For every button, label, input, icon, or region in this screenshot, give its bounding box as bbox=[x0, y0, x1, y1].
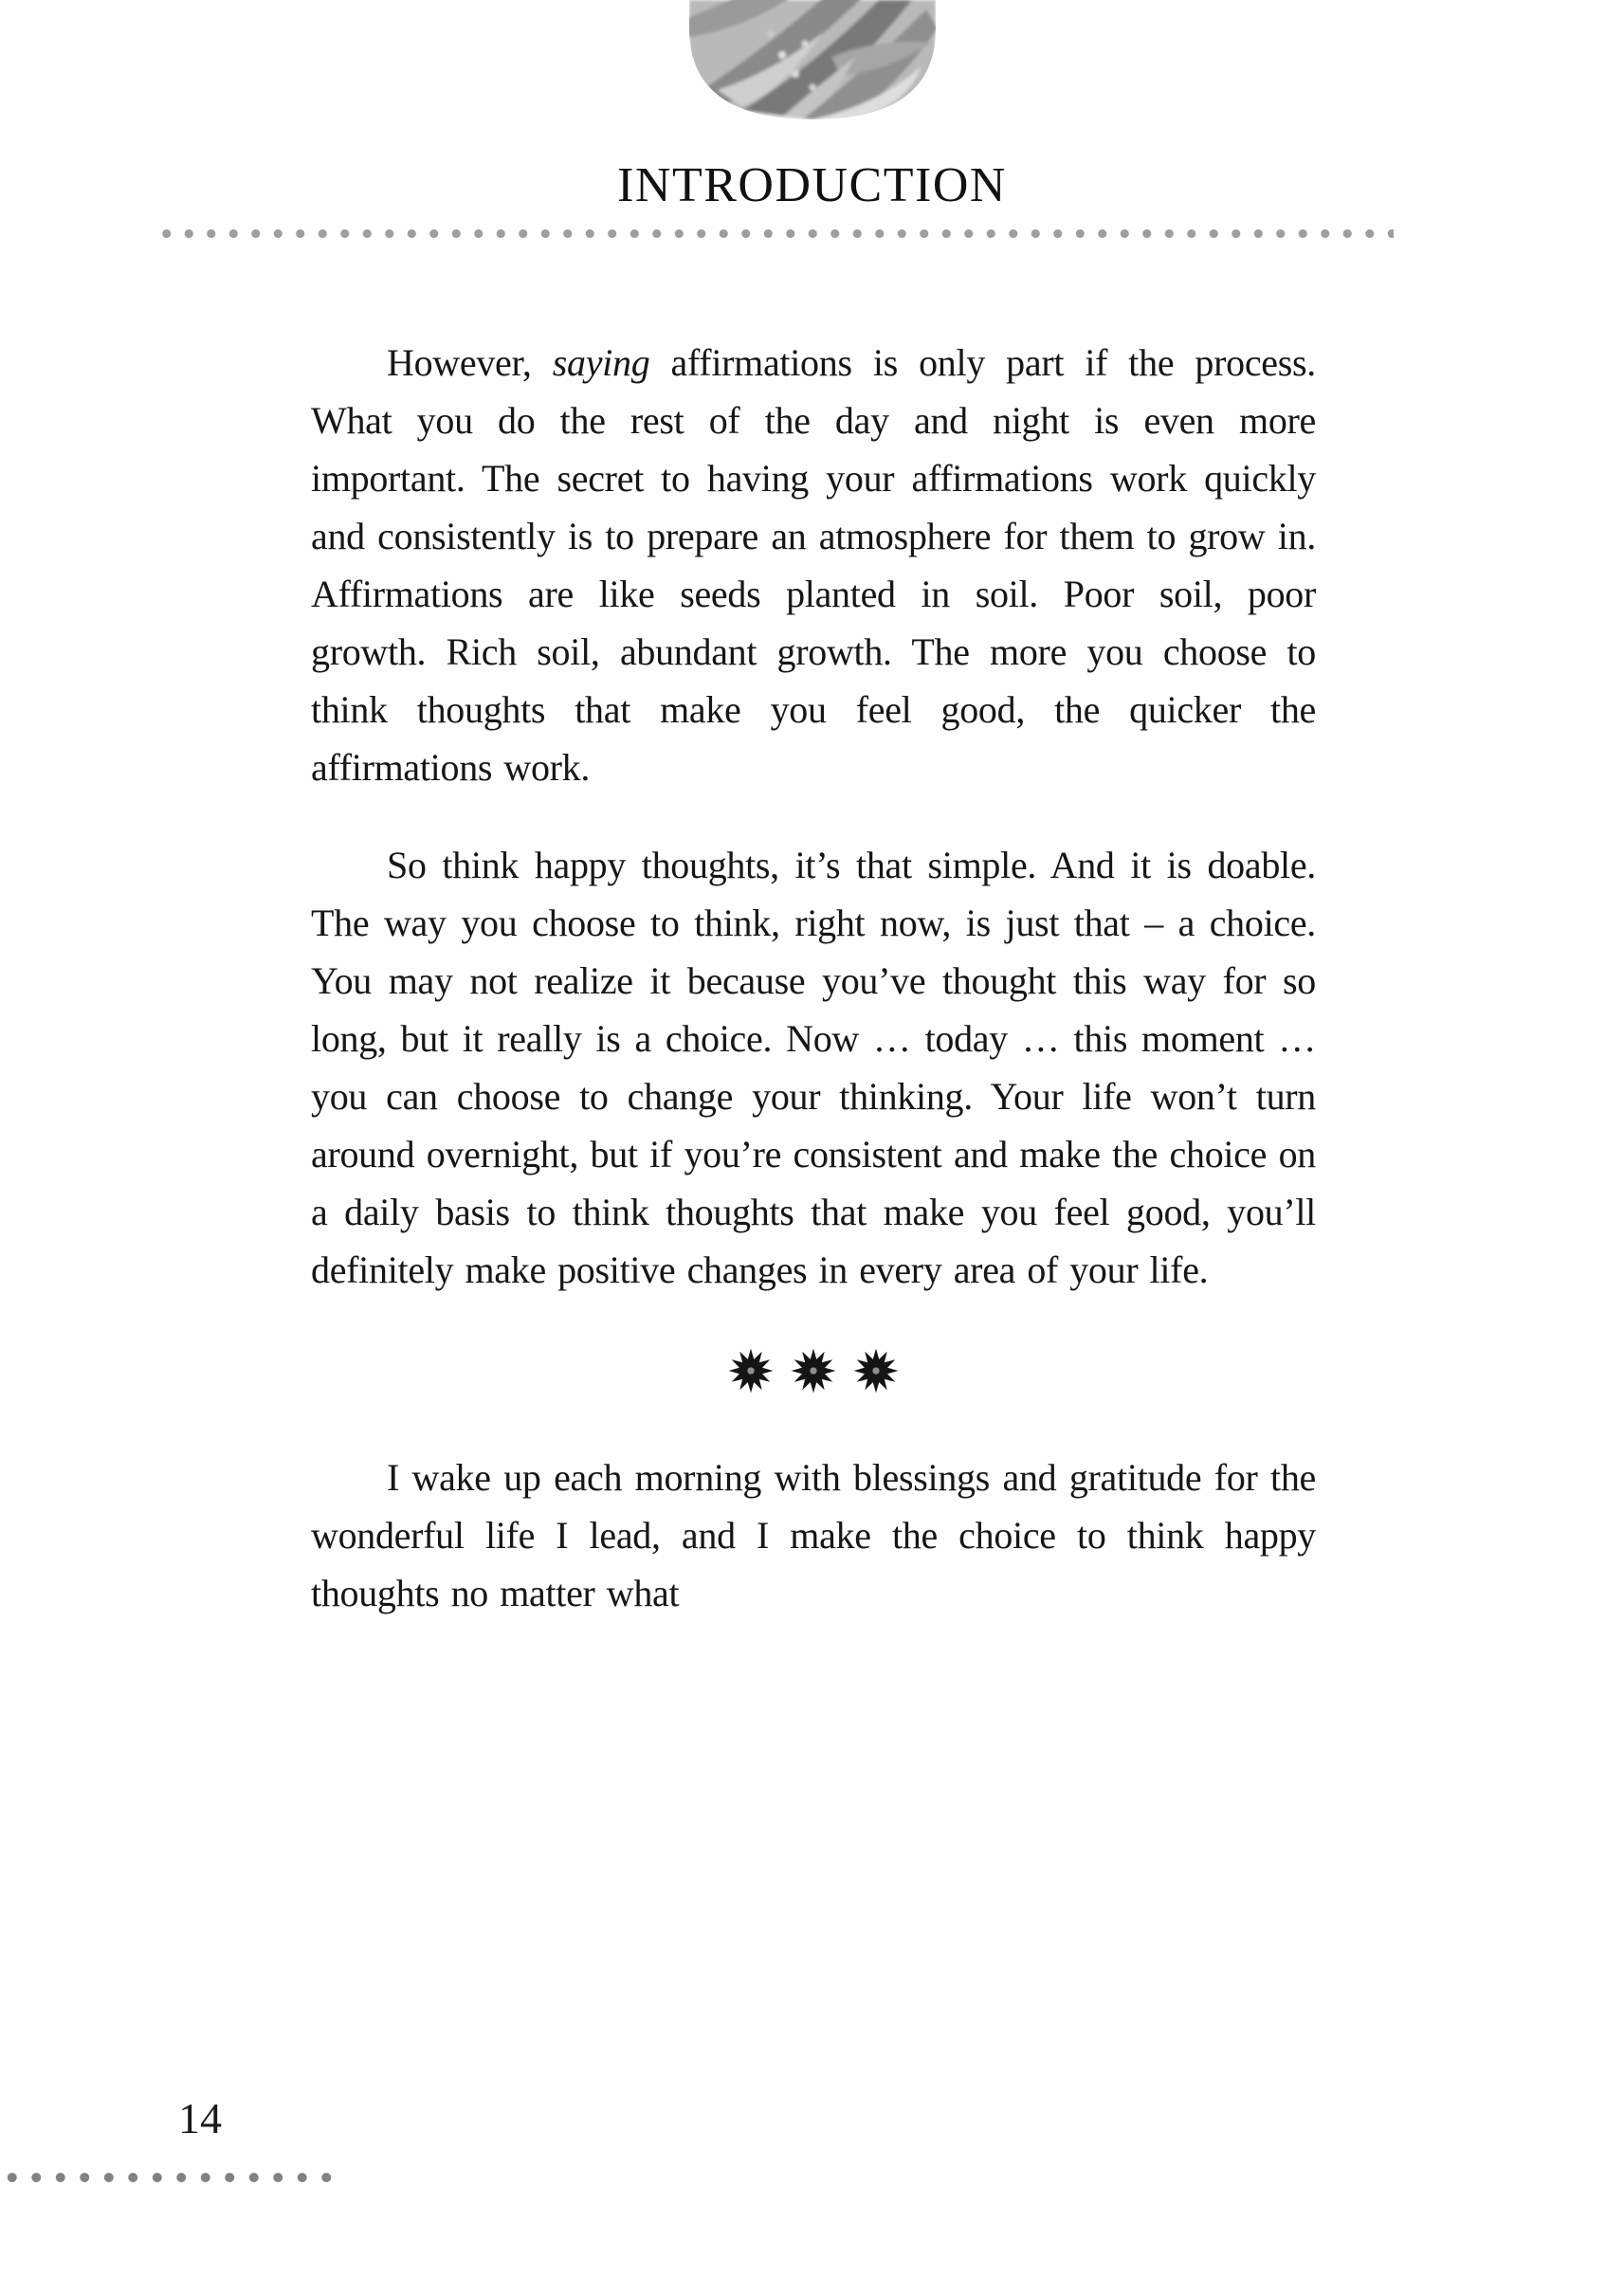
dotted-divider-bottom bbox=[0, 2171, 338, 2183]
paragraph-3: I wake up each morning with blessings and gratitude for the wonderful life I lead, and I make the choice to think happy thoughts no matter what bbox=[311, 1456, 1316, 1614]
page-number: 14 bbox=[178, 2094, 222, 2142]
paragraph-1 bbox=[311, 334, 1316, 796]
flower-separator bbox=[311, 1346, 1316, 1395]
flower-ornament-icon bbox=[789, 1346, 838, 1395]
flower-ornament-icon bbox=[851, 1346, 901, 1395]
paragraph-1-rest: affirmations is only part if the process. What you do the rest of the day and night is even more important. The secret to having your affirmations work quickly and consistently is to prepare an atmosphere for them to grow in. Affirmations are like seeds planted in soil. Poor soil, poor growth. Rich soil, abundant growth. The more you choose to think thoughts that make you feel good, the quicker the affirmations work. bbox=[311, 341, 1316, 789]
paragraph-1-italic-word: saying bbox=[552, 341, 650, 384]
paragraph-1-lead: However, bbox=[387, 341, 553, 384]
dotted-divider-top bbox=[155, 228, 1394, 239]
paragraph-2: So think happy thoughts, it’s that simple. And it is doable. The way you choose to think, right now, is just that – a choice. You may not realize it because you’ve thought this way for so long, but it really is a choice. Now … today … this moment … you can choose to change your thinking. Your life won’t turn around overnight, but if you’re consistent and make the choice on a daily basis to think thoughts that make you feel good, you’ll definitely make positive changes in every area of your life. bbox=[311, 844, 1316, 1291]
flower-ornament-icon bbox=[726, 1346, 776, 1395]
botanical-ornament-image bbox=[689, 0, 936, 119]
page-title: INTRODUCTION bbox=[617, 158, 1007, 212]
body-text bbox=[311, 334, 1316, 1662]
